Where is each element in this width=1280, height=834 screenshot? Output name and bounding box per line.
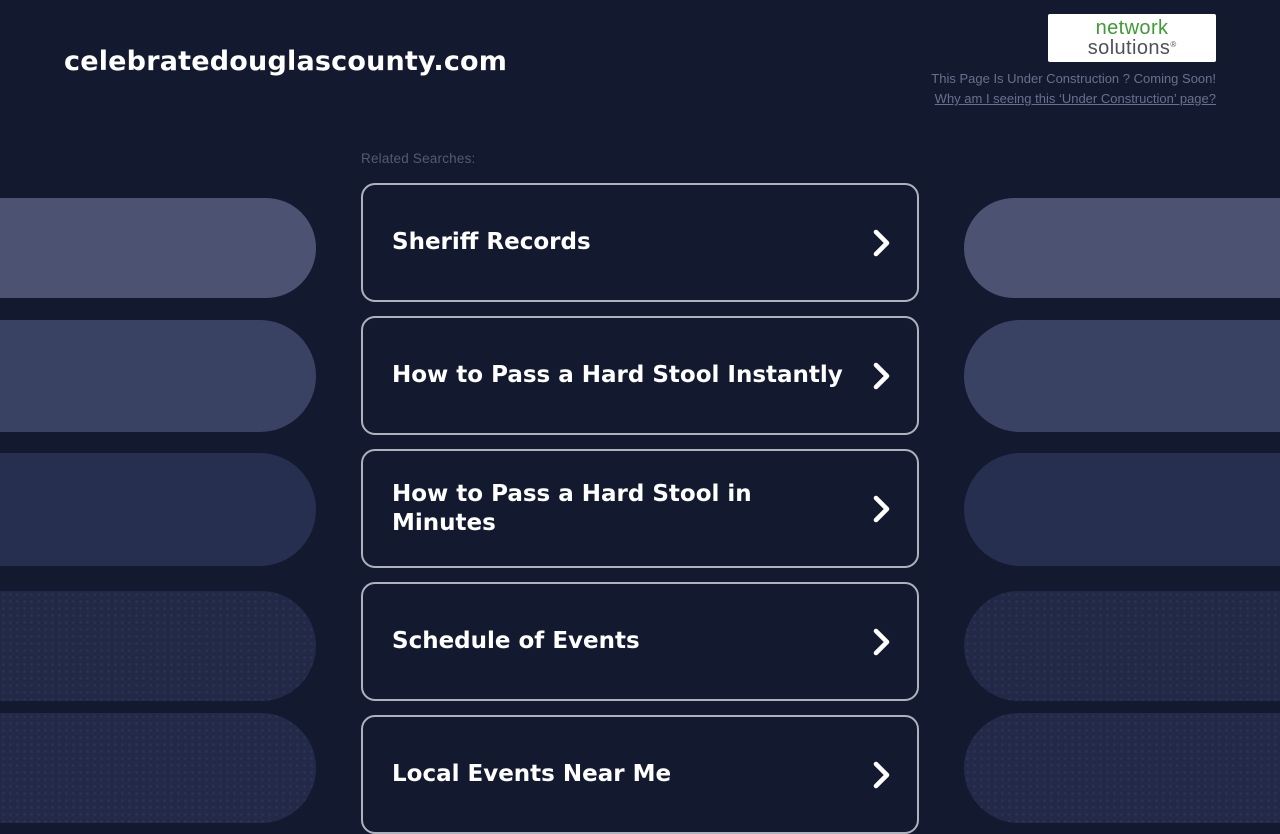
decorative-pill <box>964 713 1280 823</box>
related-search-item[interactable] <box>361 449 919 568</box>
chevron-right-icon <box>872 361 891 391</box>
related-search-label: How to Pass a Hard Stool Instantly <box>392 362 843 389</box>
network-solutions-logo[interactable] <box>1048 14 1216 62</box>
chevron-right-icon <box>872 760 891 790</box>
under-construction-help-link[interactable]: Why am I seeing this ‘Under Construction’ page? <box>934 91 1216 106</box>
chevron-right-icon <box>872 228 891 258</box>
related-search-label: Local Events Near Me <box>392 761 672 788</box>
decorative-pill <box>964 591 1280 701</box>
related-search-item[interactable] <box>361 183 919 302</box>
decorative-pill <box>0 453 316 566</box>
decorative-pill <box>0 320 316 432</box>
related-search-item[interactable] <box>361 715 919 834</box>
chevron-right-icon <box>872 627 891 657</box>
related-search-label: How to Pass a Hard Stool in Minutes <box>392 480 752 536</box>
chevron-right-icon <box>872 494 891 524</box>
related-searches-label: Related Searches: <box>361 151 476 166</box>
registered-mark: ® <box>1170 40 1177 49</box>
decorative-pill <box>0 198 316 298</box>
related-search-label: Schedule of Events <box>392 628 640 655</box>
logo-text-network: network <box>1095 16 1169 39</box>
decorative-pill <box>0 713 316 823</box>
domain-name-title: celebratedouglascounty.com <box>64 46 508 77</box>
decorative-pill <box>0 591 316 701</box>
related-search-label: Sheriff Records <box>392 229 591 256</box>
related-searches-list <box>361 183 919 834</box>
decorative-pill <box>964 453 1280 566</box>
related-search-item[interactable] <box>361 316 919 435</box>
decorative-pill <box>964 320 1280 432</box>
logo-text-solutions: solutions® <box>1087 37 1177 59</box>
related-search-item[interactable] <box>361 582 919 701</box>
under-construction-status: This Page Is Under Construction ? Coming Soon! <box>931 71 1216 86</box>
decorative-pill <box>964 198 1280 298</box>
